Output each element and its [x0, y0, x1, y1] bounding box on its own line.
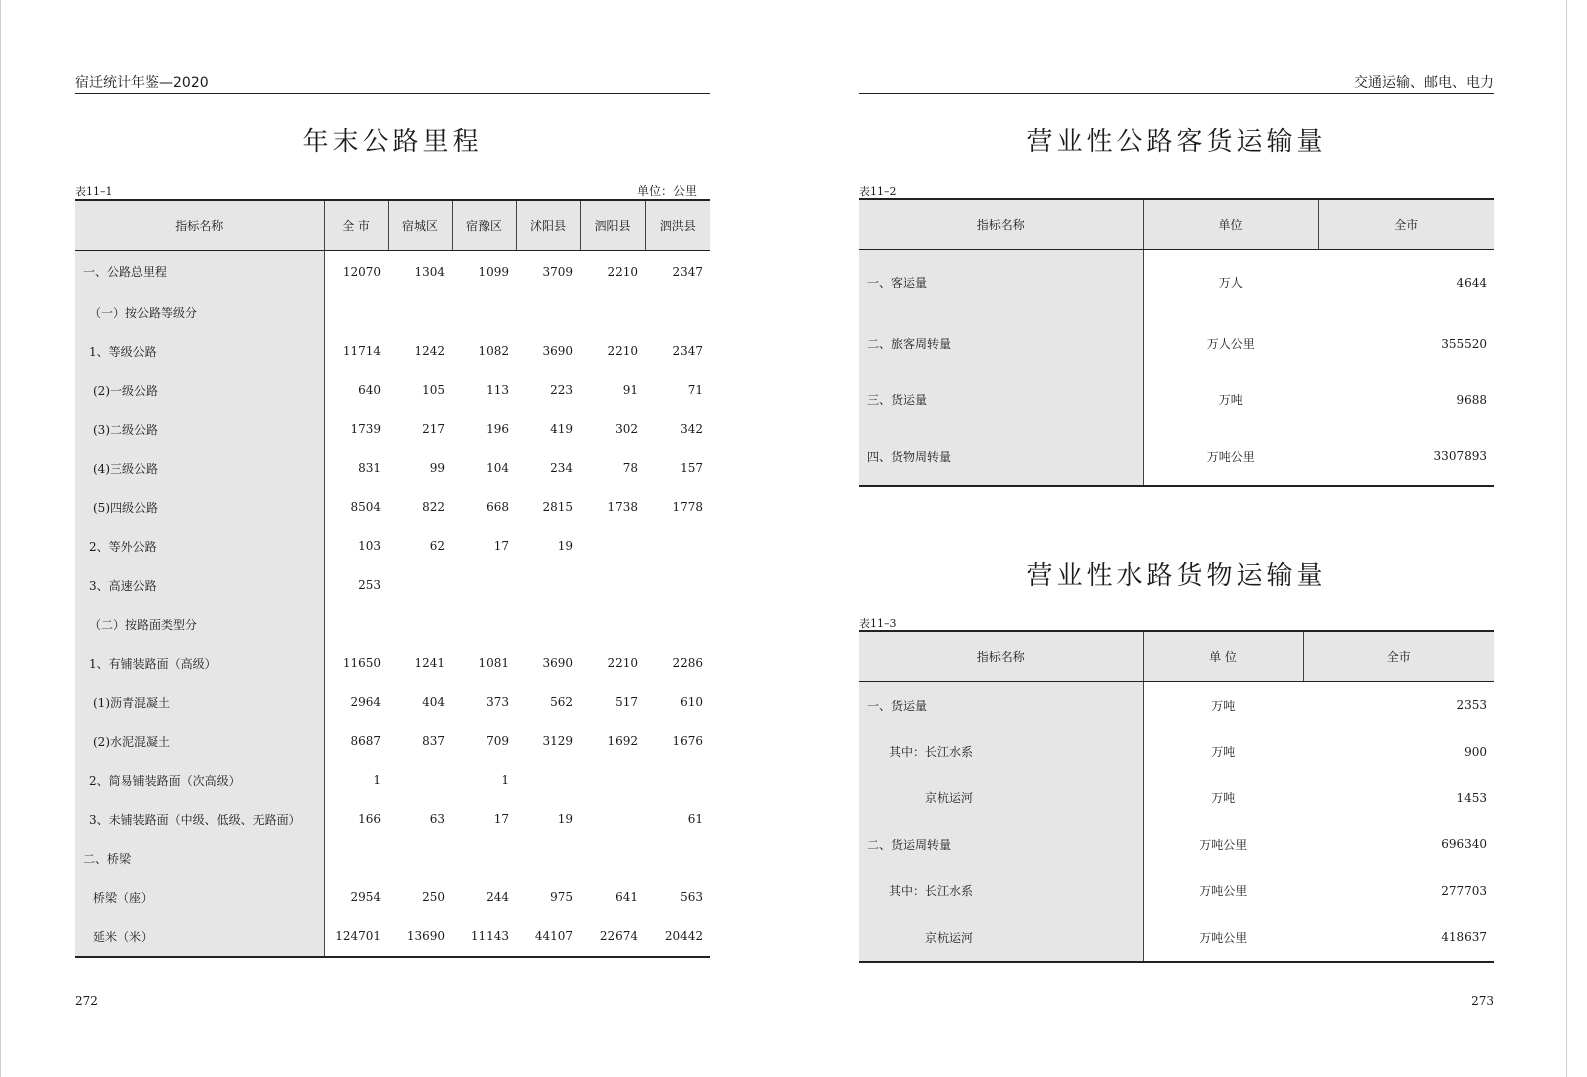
cell-value: 11143 — [452, 917, 516, 957]
cell-value: 2210 — [607, 344, 638, 358]
row-label: 桥梁（座） — [75, 878, 324, 917]
cell-value: 2353 — [1456, 698, 1487, 713]
column-header: 沭阳县 — [516, 200, 580, 251]
table-row — [859, 682, 1494, 729]
left-page — [0, 0, 790, 1077]
row-label: 一、客运量 — [859, 250, 1143, 316]
cell-value: 8687 — [350, 734, 381, 748]
cell-value: 418637 — [1303, 914, 1494, 962]
table-row — [75, 488, 710, 527]
running-head-right: 交通运输、邮电、电力 — [1354, 75, 1494, 91]
cell-value: 253 — [358, 578, 381, 592]
row-label: 一、货运量 — [859, 682, 1143, 729]
row-label: 京杭运河 — [859, 914, 1143, 962]
column-header: 宿豫区 — [452, 200, 516, 251]
table-row — [75, 251, 710, 293]
cell-unit: 万吨 — [1211, 745, 1236, 759]
cell-value: 831 — [358, 461, 381, 475]
running-head-left: 宿迁统计年鉴—2020 — [75, 75, 209, 91]
cell-value — [645, 293, 710, 332]
cell-value: 9688 — [1456, 392, 1487, 407]
cell-value: 2347 — [672, 264, 703, 279]
cell-value: 244 — [486, 890, 509, 904]
cell-value: 103 — [358, 539, 381, 553]
table-header-row — [75, 200, 710, 251]
cell-value: 157 — [680, 461, 703, 475]
cell-value: 355520 — [1441, 336, 1487, 351]
row-label: 2、等外公路 — [75, 527, 324, 566]
cell-value: 223 — [550, 383, 573, 397]
cell-value: 166 — [358, 812, 381, 826]
table-row — [859, 868, 1494, 914]
cell-value: 404 — [422, 695, 445, 709]
cell-value: 1081 — [478, 656, 509, 670]
table-row — [75, 839, 710, 878]
cell-unit: 万吨 — [1211, 791, 1236, 805]
cell-value: 640 — [358, 383, 381, 397]
cell-value — [324, 293, 388, 332]
cell-value: 1 — [501, 773, 509, 787]
cell-value: 11714 — [342, 344, 381, 358]
cell-value — [516, 839, 580, 878]
cell-value — [452, 293, 516, 332]
cell-value: 196 — [486, 422, 509, 436]
cell-value — [580, 605, 645, 644]
header-rule-right — [859, 93, 1494, 94]
row-label: 延米（米） — [75, 917, 324, 957]
cell-unit: 万吨公里 — [1143, 428, 1318, 486]
table-title-water-transport: 营业性水路货物运输量 — [1026, 561, 1327, 591]
cell-value: 1739 — [350, 422, 381, 436]
cell-value: 1242 — [414, 344, 445, 358]
cell-value: 2815 — [542, 500, 573, 514]
cell-value — [516, 761, 580, 800]
cell-value: 11650 — [342, 656, 381, 670]
cell-value: 1676 — [672, 734, 703, 748]
column-header: 泗洪县 — [645, 200, 710, 251]
cell-value — [452, 839, 516, 878]
row-label: 三、货运量 — [859, 372, 1143, 428]
cell-value — [645, 839, 710, 878]
cell-value: 610 — [680, 695, 703, 709]
cell-value: 419 — [550, 422, 573, 436]
row-label: (4)三级公路 — [75, 449, 324, 488]
table-row — [75, 293, 710, 332]
cell-value: 1082 — [478, 344, 509, 358]
cell-value: 2347 — [672, 344, 703, 358]
cell-value: 17 — [493, 539, 509, 553]
cell-value — [580, 293, 645, 332]
row-label: 二、桥梁 — [75, 839, 324, 878]
cell-value — [388, 566, 452, 605]
cell-value: 4644 — [1456, 275, 1487, 290]
cell-value: 3690 — [542, 656, 573, 670]
cell-value: 1453 — [1456, 790, 1487, 805]
table-row — [859, 250, 1494, 316]
row-label: （二）按路面类型分 — [75, 605, 324, 644]
cell-value — [516, 566, 580, 605]
cell-unit: 万吨 — [1211, 698, 1236, 713]
row-label: (3)二级公路 — [75, 410, 324, 449]
cell-value: 2964 — [350, 695, 381, 709]
cell-value: 104 — [486, 461, 509, 475]
cell-value: 3129 — [542, 734, 573, 748]
cell-value: 517 — [615, 695, 638, 709]
cell-value — [452, 605, 516, 644]
row-label: （一）按公路等级分 — [75, 293, 324, 332]
cell-value: 3709 — [542, 264, 573, 279]
table-row — [75, 800, 710, 839]
row-label: (2)水泥混凝土 — [75, 722, 324, 761]
cell-value — [388, 293, 452, 332]
cell-value: 1099 — [478, 264, 509, 279]
cell-value — [580, 566, 645, 605]
table-row — [75, 410, 710, 449]
cell-value — [516, 605, 580, 644]
cell-value: 20442 — [645, 917, 710, 957]
table-header-row — [859, 199, 1494, 250]
road-transport-table — [859, 198, 1494, 487]
cell-value: 562 — [550, 695, 573, 709]
cell-value: 709 — [486, 734, 509, 748]
cell-value: 22674 — [580, 917, 645, 957]
cell-value — [645, 761, 710, 800]
cell-value: 44107 — [516, 917, 580, 957]
table-row — [75, 878, 710, 917]
cell-value: 78 — [622, 461, 638, 475]
cell-value: 2954 — [350, 890, 381, 904]
table-header-row — [859, 631, 1494, 682]
cell-unit: 万吨 — [1218, 393, 1243, 407]
row-label: (1)沥青混凝土 — [75, 683, 324, 722]
cell-value — [324, 839, 388, 878]
cell-unit: 万吨公里 — [1199, 884, 1248, 898]
cell-value: 1241 — [414, 656, 445, 670]
cell-value — [645, 527, 710, 566]
cell-value: 975 — [550, 890, 573, 904]
table-number-water: 表11–3 — [859, 617, 897, 630]
cell-value — [388, 761, 452, 800]
cell-unit: 万人公里 — [1206, 337, 1255, 351]
table-row — [75, 722, 710, 761]
column-header: 全市 — [1318, 199, 1494, 250]
table-row — [75, 449, 710, 488]
row-label: 1、有铺装路面（高级） — [75, 644, 324, 683]
row-label: 1、等级公路 — [75, 332, 324, 371]
cell-unit: 万吨公里 — [1143, 914, 1303, 962]
cell-value — [388, 605, 452, 644]
right-page — [790, 0, 1587, 1077]
cell-value: 563 — [680, 890, 703, 904]
column-header: 单 位 — [1143, 631, 1303, 682]
page-number-right: 273 — [1471, 994, 1494, 1008]
cell-value — [452, 566, 516, 605]
cell-value: 62 — [429, 539, 445, 553]
page-number-left: 272 — [75, 994, 98, 1008]
cell-value: 277703 — [1441, 883, 1487, 898]
table-row — [859, 729, 1494, 775]
row-label: 3、高速公路 — [75, 566, 324, 605]
column-header: 单位 — [1143, 199, 1318, 250]
cell-value: 113 — [486, 383, 509, 397]
column-header: 全市 — [1303, 631, 1494, 682]
table-row — [859, 914, 1494, 962]
cell-value: 2286 — [672, 656, 703, 670]
table-row — [75, 332, 710, 371]
cell-value: 13690 — [388, 917, 452, 957]
cell-value: 1738 — [607, 500, 638, 514]
cell-value: 250 — [422, 890, 445, 904]
cell-value: 124701 — [324, 917, 388, 957]
cell-value: 17 — [493, 812, 509, 826]
road-mileage-table — [75, 199, 710, 958]
cell-value: 302 — [615, 422, 638, 436]
column-header: 宿城区 — [388, 200, 452, 251]
row-label: 京杭运河 — [859, 775, 1143, 821]
table-number: 表11–1 — [75, 185, 113, 198]
cell-value: 217 — [422, 422, 445, 436]
row-label: 其中：长江水系 — [859, 729, 1143, 775]
cell-value: 8504 — [350, 500, 381, 514]
cell-unit: 万人 — [1218, 276, 1243, 291]
table-title-road-transport: 营业性公路客货运输量 — [1026, 127, 1327, 157]
row-label: 2、简易铺装路面（次高级） — [75, 761, 324, 800]
cell-value: 3307893 — [1318, 428, 1494, 486]
column-header: 指标名称 — [859, 631, 1143, 682]
cell-value: 2210 — [607, 264, 638, 279]
table-row — [75, 917, 710, 957]
cell-value: 1304 — [414, 264, 445, 279]
row-label: 一、公路总里程 — [75, 251, 324, 293]
row-label: 二、旅客周转量 — [859, 316, 1143, 372]
cell-value: 2210 — [607, 656, 638, 670]
cell-value: 373 — [486, 695, 509, 709]
cell-value: 91 — [622, 383, 638, 397]
cell-value: 105 — [422, 383, 445, 397]
row-label: (2)一级公路 — [75, 371, 324, 410]
cell-value: 12070 — [342, 264, 381, 279]
row-label: 其中：长江水系 — [859, 868, 1143, 914]
cell-value: 668 — [486, 500, 509, 514]
table-row — [859, 316, 1494, 372]
cell-value: 1692 — [607, 734, 638, 748]
table-row — [859, 428, 1494, 486]
cell-value: 3690 — [542, 344, 573, 358]
cell-value: 19 — [557, 812, 573, 826]
table-row — [75, 371, 710, 410]
cell-value: 1 — [373, 773, 381, 787]
header-rule-left — [75, 93, 710, 94]
column-header: 泗阳县 — [580, 200, 645, 251]
column-header: 指标名称 — [75, 200, 324, 251]
cell-value: 696340 — [1441, 837, 1487, 851]
column-header: 全 市 — [324, 200, 388, 251]
cell-value: 1778 — [672, 500, 703, 514]
cell-value — [580, 839, 645, 878]
table-row — [75, 683, 710, 722]
cell-unit: 万吨公里 — [1199, 837, 1248, 852]
table-row — [75, 644, 710, 683]
row-label: 四、货物周转量 — [859, 428, 1143, 486]
cell-value — [580, 800, 645, 839]
cell-value — [516, 293, 580, 332]
cell-value: 61 — [687, 812, 703, 826]
table-title-road-mileage: 年末公路里程 — [302, 127, 483, 157]
water-transport-table — [859, 630, 1494, 963]
cell-value — [324, 605, 388, 644]
cell-value: 19 — [557, 539, 573, 553]
row-label: 3、未铺装路面（中级、低级、无路面） — [75, 800, 324, 839]
table-row — [859, 372, 1494, 428]
cell-value: 900 — [1464, 744, 1487, 759]
table-number-road: 表11–2 — [859, 185, 897, 198]
cell-value — [580, 761, 645, 800]
cell-value: 99 — [429, 461, 445, 475]
cell-value — [388, 839, 452, 878]
table-row — [859, 775, 1494, 821]
table-row — [75, 527, 710, 566]
table-unit: 单位：公里 — [636, 184, 697, 198]
cell-value — [580, 527, 645, 566]
column-header: 指标名称 — [859, 199, 1143, 250]
table-row — [75, 566, 710, 605]
cell-value: 234 — [550, 461, 573, 475]
row-label: 二、货运周转量 — [859, 821, 1143, 868]
cell-value — [645, 566, 710, 605]
table-row — [859, 821, 1494, 868]
table-row — [75, 605, 710, 644]
cell-value: 822 — [422, 500, 445, 514]
cell-value: 342 — [680, 422, 703, 436]
table-row — [75, 761, 710, 800]
cell-value: 71 — [687, 383, 703, 397]
row-label: (5)四级公路 — [75, 488, 324, 527]
cell-value: 63 — [429, 812, 445, 826]
cell-value — [645, 605, 710, 644]
cell-value: 641 — [615, 890, 638, 904]
cell-value: 837 — [422, 734, 445, 748]
